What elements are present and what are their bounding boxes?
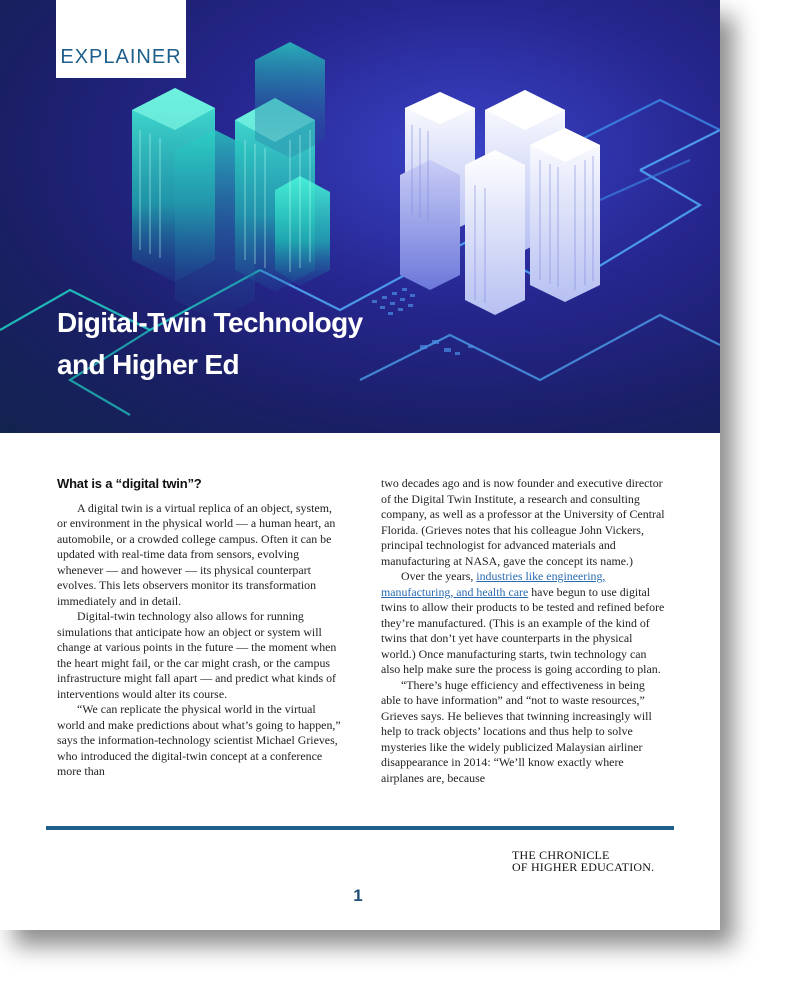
- article-column-left: [57, 476, 341, 780]
- section-tag: [56, 0, 186, 78]
- paragraph-text: have begun to use digital twins to allow their products to be tested and refined before they’re manufactured. (This is an example of the kind of twins that don’t yet have counterparts in the physical world.) Once manufacturing starts, twin technology can also help make sure the process is going according to plan.: [381, 584, 665, 676]
- paragraph: “There’s huge efficiency and effectiveness in being able to have information” and “not to waste resources,” Grieves says. He believes that twinning increasingly will help to track objects’ locations and thus help to solve mysteries like the widely publicized Malaysian airliner disappearance in 2014: “We’ll know exactly where airplanes are, because: [381, 677, 652, 785]
- article-heading: What is a “digital twin”?: [57, 476, 202, 491]
- paragraph: “We can replicate the physical world in the virtual world and make predictions about what’s going to happen,” says the information-technology scientist Michael Grieves, who introduced the digital-twin concept at a conference more than: [57, 702, 341, 778]
- teal-buildings: [132, 42, 330, 320]
- paragraph: A digital twin is a virtual replica of an object, system, or environment in the physical world — a human heart, an automobile, or a crowded college campus. Often it can be updated with real-time data from sensors, evolving whenever — and however — its physical counterpart evolves. This lets observers monitor its transformation immediately and in detail.: [57, 500, 336, 608]
- page-number: 1: [353, 886, 363, 905]
- page-title-line-1: Digital-Twin Technology: [57, 307, 363, 338]
- section-tag-label: EXPLAINER: [60, 46, 182, 68]
- article-column-right: [381, 476, 665, 786]
- logo-line-1: THE CHRONICLE: [512, 848, 610, 862]
- paragraph: two decades ago and is now founder and executive director of the Digital Twin Institute, a research and consulting company, as well as a professor at the University of Central Florida. (Grieves notes that his colleague John Vickers, principal technologist for advanced materials and manufacturing at NASA, gave the concept its name.): [381, 476, 665, 568]
- hero-illustration: [0, 0, 720, 433]
- paragraph: Digital-twin technology also allows for running simulations that anticipate how an object or system will change at various points in the future — the moment when the heart might fail, or the car might crash, or the campus infrastructure might fall apart — and predict what kinds of interventions would alter its course.: [57, 609, 337, 701]
- page-title: [57, 302, 477, 386]
- logo-line-2: OF HIGHER EDUCATION.: [512, 859, 655, 874]
- publisher-logo: [512, 850, 682, 873]
- paragraph-with-link: [381, 569, 665, 678]
- white-buildings: [400, 90, 600, 315]
- footer-divider: [46, 826, 674, 830]
- paragraph-text: Over the years,: [401, 569, 477, 583]
- page-title-line-2: and Higher Ed: [57, 349, 239, 380]
- industries-link[interactable]: industries like engineering, manufacturing, and health care: [381, 569, 606, 599]
